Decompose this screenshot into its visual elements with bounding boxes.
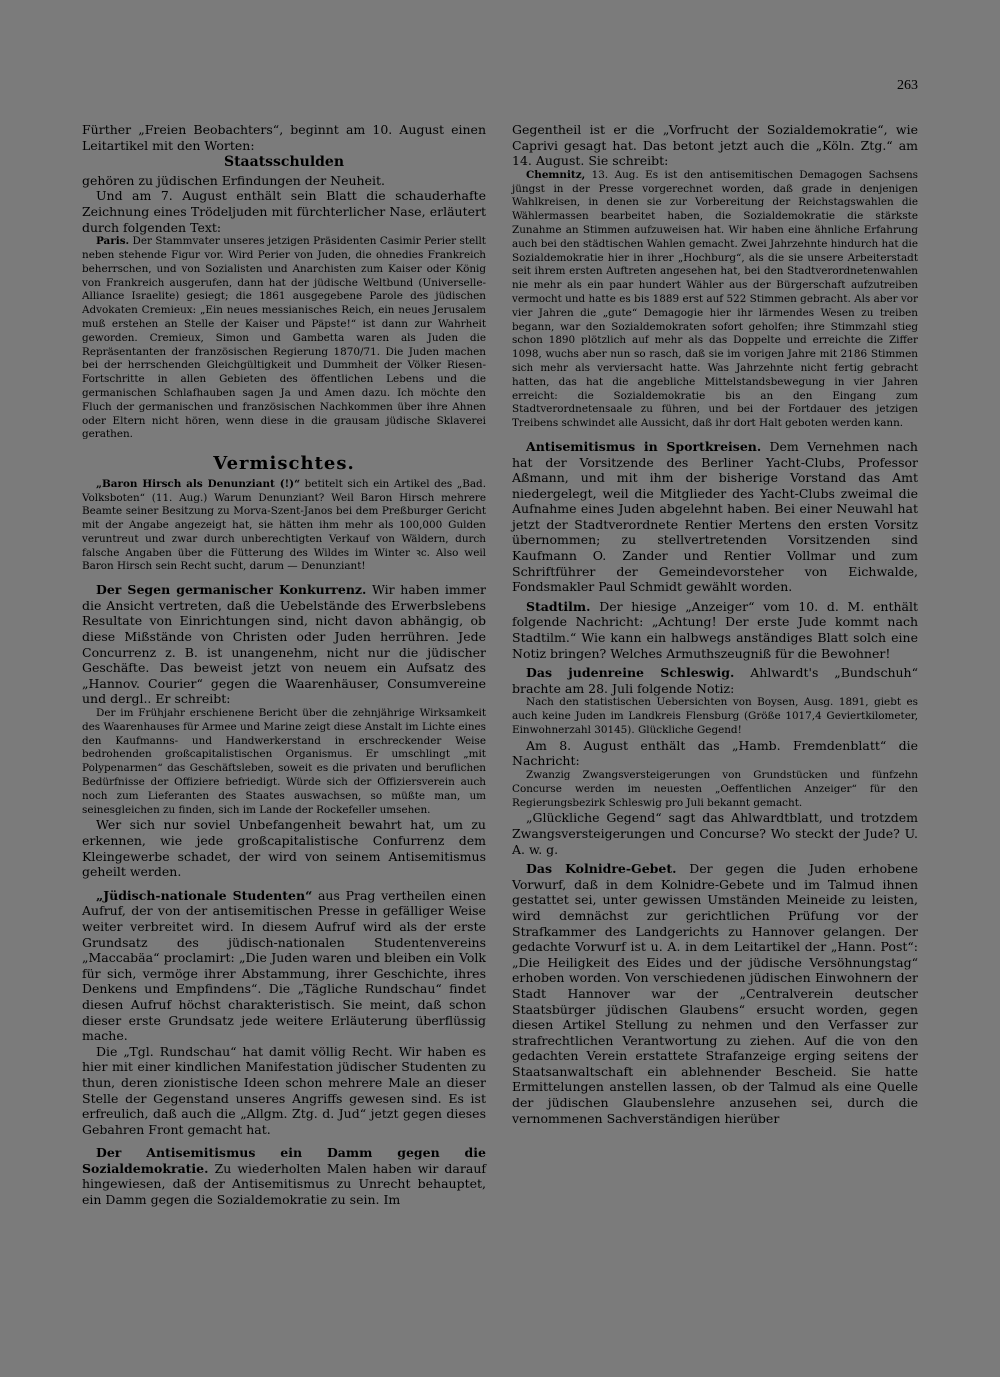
item-lead: Chemnitz, [526, 168, 586, 181]
quote-text: 13. Aug. Es ist den antisemitischen Demagogen Sachsens jüngst in der Presse vorgerechnet worden, daß grade in denjenigen Wahlkreisen, in denen sie zur Vorbereitung der Reichstagswahlen die Wählermassen bearbeitet haben, die Sozialdemokratie die stärkste Zunahme an Stimmen aufzuweisen hat. Wir haben eine ähnliche Erfahrung auch bei den städtischen Wahlen gemacht. Zwei Jahrzehnte hindurch hat die Sozialdemokratie hier in ihrer „Hochburg“, als die sie unsere Arbeiterstadt seit ihrem ersten Auftreten angesehen hat, bei den Stadtverordnetenwahlen nie mehr als ein paar hundert Wähler aus der Bürgerschaft aufzutreiben vermocht und hatte es bis 1889 erst auf 522 Stimmen gebracht. Als aber vor vier Jahren die „gute“ Demagogie hier ihr lärmendes Wesen zu treiben begann, war den Sozialdemokraten sofort geholfen; ihre Stimmzahl stieg schon 1890 plötzlich auf mehr als das Doppelte und erreichte die Ziffer 1098, wuchs aber nun so rasch, daß sie im vorigen Jahre mit 2186 Stimmen sich mehr als verviersacht hatte. Was Jahrzehnte nicht fertig gebracht hatten, das hat die angebliche Mittelstandsbewegung in vier Jahren erreicht: die Sozialdemokratie bis an den Eingang zum Stadtverordnetensaale zu führen, und bei der Fortdauer des jetzigen Treibens schwindet alle Aussicht, daß ihr dort Halt geboten werden kann. [512, 168, 918, 430]
news-item [82, 888, 486, 1044]
item-text: betitelt sich ein Artikel des „Bad. Volksboten“ (11. Aug.) Warum Denunziant? Weil Baron Hirsch mehrere Beamte seiner Besitzung zu Morva-Szent-Janos bei dem Preßburger Gericht mit der Angabe angezeigt hat, sie hätten ihm mehr als 100,000 Gulden veruntreut und zwar durch unberechtigten Verkauf von Wäldern, durch falsche Angaben über die Fütterung des Wildes im Winter ꝛc. Also weil Baron Hirsch sein Recht sucht, darum — Denunziant! [82, 477, 486, 573]
item-lead: Antisemitismus in Sportkreisen. [526, 438, 762, 454]
section-title: Vermischtes. [213, 453, 355, 475]
paragraph: Fürther „Freien Beobachters“, beginnt am 10. August einen Leitartikel mit den Worten: [82, 122, 486, 153]
quote-block: Der im Frühjahr erschienene Bericht über die zehnjährige Wirksamkeit des Waarenhauses für Armee und Marine zeigt diese Anstalt im Lichte eines den Kaufmanns- und Handwerkerstand in erschreckender Weise bedrohenden großcapitalistischen Organismus. Er umschlingt „mit Polypenarmen“ das Geschäftsleben, soweit es die privaten und beruflichen Bedürfnisse der Offiziere befriedigt. Würde sich der Offiziersverein auch noch zum Lieferanten des Staates auswachsen, so müßte man, um seinesgleichen zu finden, sich im Lande der Rockefeller umsehen. [82, 707, 486, 816]
item-text: Zu wiederholten Malen haben wir darauf hingewiesen, daß der Antisemitismus zu Unrecht behauptet, ein Damm gegen die Sozialdemokratie zu sein. Im [82, 1160, 486, 1208]
item-lead: Der Segen germanischer Konkurrenz. [96, 582, 367, 598]
news-item [512, 439, 918, 595]
item-lead: Der Antisemitismus ein Damm gegen die Sozialdemokratie. [82, 1145, 486, 1176]
news-item [82, 1145, 486, 1207]
item-lead: Das Kolnidre-Gebet. [526, 861, 677, 877]
item-text: Der hiesige „Anzeiger“ vom 10. d. M. enthält folgende Nachricht: „Achtung! Der erste Jude kommt nach Stadtilm.“ Wie kann ein halbwegs anständiges Blatt solch eine Notiz bringen? Welches Armuthszeugniß für die Bewohner! [512, 598, 918, 661]
quote-text: Der Stammvater unseres jetzigen Präsidenten Casimir Perier stellt neben stehende Figur vor. Wird Perier von Juden, die ohnedies Frankreich beherrschen, und von Sozialisten und Anarchisten zum Kaiser oder König von Frankreich ausgerufen, dann hat der jüdische Weltbund (Universelle-Alliance Israelite) gesiegt; die 1861 ausgegebene Parole des jüdischen Advokaten Cremieux: „Ein neues messianisches Reich, ein neues Jerusalem muß erstehen an Stelle der Kaiser und Päpste!“ ist dann zur Wahrheit geworden. Cremieux, Simon und Gambetta waren als Juden die Repräsentanten der französischen Regierung 1870/71. Die Juden machen bei der herrschenden Gleichgültigkeit und Dummheit der Völker Riesen-Fortschritte in allen Gebieten des öffentlichen Lebens und die germanischen Schlafhauben sagen Ja und Amen dazu. Ich möchte den Fluch der germanischen und französischen Nachkommen über ihre Ahnen oder Eltern nicht hören, wenn diese in die grausam jüdische Sklaverei gerathen. [82, 235, 486, 441]
news-item [512, 861, 918, 1126]
paragraph: gehören zu jüdischen Erfindungen der Neuheit. [82, 172, 385, 188]
paragraph: „Glückliche Gegend“ sagt das Ahlwardtblatt, und trotzdem Zwangsversteigerungen und Concurse? Wo steckt der Jude? U. A. w. g. [512, 810, 918, 857]
paragraph: Gegentheil ist er die „Vorfrucht der Sozialdemokratie“, wie Caprivi gesagt hat. Das betont jetzt auch die „Köln. Ztg.“ am 14. August. Sie schreibt: [512, 122, 918, 169]
item-lead: „Baron Hirsch als Denunziant (!)“ [96, 477, 301, 490]
item-lead: Das judenreine Schleswig. [526, 665, 735, 681]
item-text: Dem Vernehmen nach hat der Vorsitzende des Berliner Yacht-Clubs, Professor Aßmann, und mit ihm der bisherige Vorstand das Amt niedergelegt, weil die Mitglieder des Yacht-Clubs zweimal die Aufnahme eines Juden abgelehnt haben. Bei einer Neuwahl hat jetzt der Stadtverordnete Rentier Mertens den ersten Vorsitz übernommen; zu stellvertretenden Vorsitzenden sind Kaufmann O. Zander und Rentier Vollmar und zum Schriftführer der Gemeindevorsteher von Eichwalde, Fondsmakler Paul Schmidt gewählt worden. [512, 438, 918, 595]
quote-block: Zwanzig Zwangsversteigerungen von Grundstücken und fünfzehn Concurse werden im neuesten „Oeffentlichen Anzeiger“ für den Regierungsbezirk Schleswig pro Juli bekannt gemacht. [512, 769, 918, 809]
item-text: Der gegen die Juden erhobene Vorwurf, daß in dem Kolnidre-Gebete und im Talmud ihnen gestattet sei, unter gewissen Umständen Meineide zu leisten, wird demnächst zur gerichtlichen Prüfung vor der Strafkammer des Landgerichts zu Hannover gelangen. Der gedachte Vorwurf ist u. A. in dem Leitartikel der „Hann. Post“: „Die Heiligkeit des Eides und der jüdische Versöhnungstag“ erhoben worden. Von verschiedenen jüdischen Einwohnern der Stadt Hannover war der „Centralverein deutscher Staatsbürger jüdischen Glaubens“ ersucht worden, gegen diesen Artikel Stellung zu nehmen und den Verfasser zur strafrechtlichen Verantwortung zu ziehen. Auf die von den gedachten Verein erstattete Strafanzeige erging seitens der Staatsanwaltschaft ein ablehnender Bescheid. Sie hatte Ermittelungen anstellen lassen, ob der Talmud als eine Quelle der jüdischen Glaubenslehre anzusehen sei, durch die vernommenen Sachverständigen hierüber [512, 861, 918, 1126]
news-item [82, 478, 486, 575]
news-item [512, 665, 918, 696]
left-column [82, 122, 486, 1208]
item-text: Ahlwardt's „Bundschuh“ brachte am 28. Juli folgende Notiz: [512, 665, 918, 696]
item-text: aus Prag vertheilen einen Aufruf, der von der antisemitischen Presse in gefälliger Weise weiter verbreitet wird. In diesem Aufruf wird als der erste Grundsatz des jüdisch-nationalen Studentenvereins „Maccabäa“ proclamirt: „Die Juden waren und bleiben ein Volk für sich, vermöge ihrer Abstammung, ihrer Geschichte, ihres Denkens und Empfindens“. Die „Tägliche Rundschau“ findet diesen Aufruf höchst charakteristisch. Sie meint, daß schon dieser erste Grundsatz jede weitere Erläuterung überflüssig mache. [82, 887, 486, 1044]
paragraph: Und am 7. August enthält sein Blatt die schauderhafte Zeichnung eines Trödeljuden mit fürchterlicher Nase, erläutert durch folgenden Text: [82, 188, 486, 235]
inline-heading: Staatsschulden [223, 154, 345, 171]
quote-block: Nach den statistischen Uebersichten von Boysen, Ausg. 1891, giebt es auch keine Juden im Landkreis Flensburg (Größe 1017,4 Geviertkilometer, Einwohnerzahl 30145). Glückliche Gegend! [512, 696, 918, 737]
paragraph: Wer sich nur soviel Unbefangenheit bewahrt hat, um zu erkennen, wie jede großcapitalistische Confurrenz dem Kleingewerbe schadet, der wird von seinem Antisemitismus geheilt werden. [82, 817, 486, 880]
quote-block [82, 235, 486, 442]
item-lead: Stadtilm. [526, 598, 591, 614]
quote-block [512, 169, 918, 431]
item-text: Wir haben immer die Ansicht vertreten, daß die Uebelstände des Erwerbslebens Resultate von Einrichtungen sind, nicht davon abhängig, ob diese Mißstände von Christen oder Juden herrühren. Jede Concurrenz z. B. ist unangenehm, nicht nur die jüdischer Geschäfte. Das beweist jetzt von neuem ein Aufsatz des „Hannov. Courier“ gegen die Waarenhäuser, Consumvereine und dergl.. Er schreibt: [82, 582, 486, 707]
page-number: 263 [897, 78, 918, 93]
news-item [82, 582, 486, 707]
paragraph: Die „Tgl. Rundschau“ hat damit völlig Recht. Wir haben es hier mit einer kindlichen Manifestation jüdischer Studenten zu thun, deren zionistische Ideen schon mehrere Male an dieser Stelle der Gegenstand unseres Angriffs gewesen sind. Es ist erfreulich, daß auch die „Allgm. Ztg. d. Jud“ jetzt gegen dieses Gebahren Front gemacht hat. [82, 1043, 486, 1137]
item-lead: Paris. [96, 235, 130, 248]
news-item [512, 599, 918, 661]
paragraph: Am 8. August enthält das „Hamb. Fremdenblatt“ die Nachricht: [512, 737, 918, 769]
right-column [512, 122, 918, 1126]
item-lead: „Jüdisch-nationale Studenten“ [96, 887, 313, 903]
